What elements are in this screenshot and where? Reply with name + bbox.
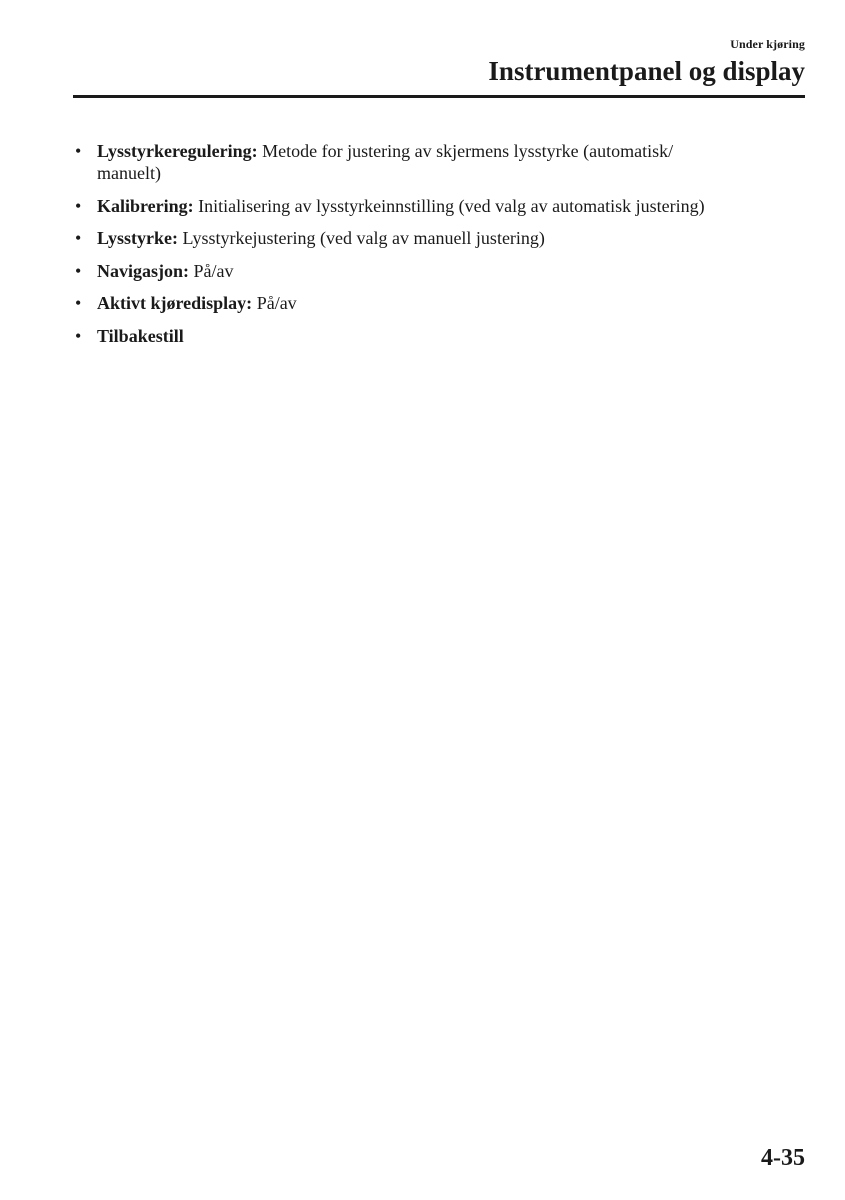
page-number: 4-35	[761, 1145, 805, 1171]
page-title: Instrumentpanel og display	[488, 56, 805, 86]
list-item	[73, 325, 773, 347]
item-text: Lysstyrkejustering (ved valg av manuell justering)	[178, 228, 545, 248]
list-item	[73, 292, 773, 314]
list-item	[73, 260, 773, 282]
bullet-icon: •	[75, 195, 82, 216]
item-term: Kalibrering:	[97, 195, 194, 216]
item-term: Aktivt kjøredisplay:	[97, 293, 253, 313]
item-text-continued: manuelt)	[97, 163, 161, 183]
bullet-icon: •	[75, 325, 82, 346]
item-term: Lysstyrkeregulering:	[97, 141, 258, 161]
bullet-icon: •	[75, 141, 82, 161]
list-item	[73, 227, 773, 249]
item-text: På/av	[252, 293, 297, 313]
bullet-icon: •	[75, 260, 82, 281]
item-text: Initialisering av lysstyrkeinnstilling (ved valg av automatisk justering)	[193, 195, 705, 216]
item-term: Lysstyrke:	[97, 228, 178, 248]
bullet-icon: •	[75, 293, 82, 313]
section-label: Under kjøring	[730, 37, 805, 51]
item-text: På/av	[189, 260, 234, 281]
settings-list	[73, 140, 773, 357]
bullet-icon: •	[75, 228, 82, 248]
header-divider	[73, 95, 805, 98]
list-item	[73, 195, 773, 217]
list-item	[73, 140, 773, 184]
item-text: Metode for justering av skjermens lysstyrke (automatisk/	[257, 141, 674, 161]
item-term: Tilbakestill	[97, 325, 184, 346]
item-term: Navigasjon:	[97, 260, 190, 281]
